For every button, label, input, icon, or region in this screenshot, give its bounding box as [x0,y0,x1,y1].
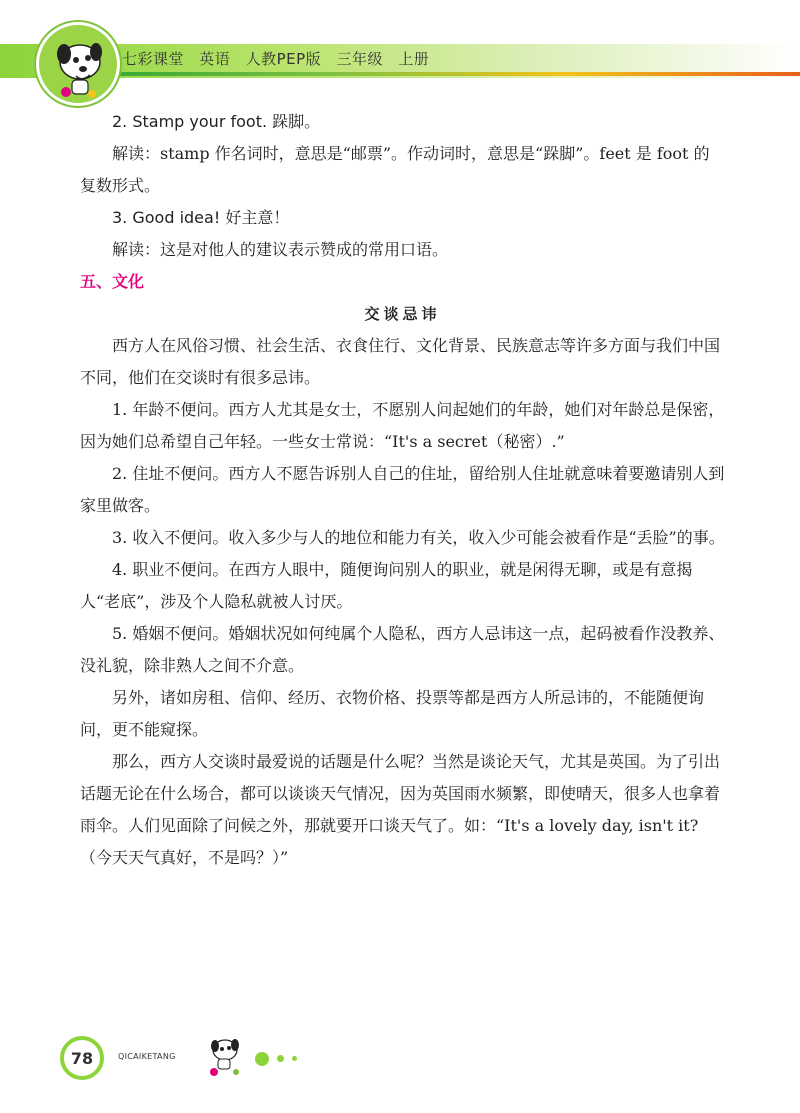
item-3-chinese: 好主意！ [220,208,290,227]
header-stripe [120,72,800,76]
header-grade: 三年级 [336,50,383,68]
header-edition: 人教PEP版 [245,50,322,68]
page-footer [60,1030,360,1090]
paragraph: 2. 住址不便问。西方人不愿告诉别人自己的住址，留给别人住址就意味着要邀请别人到家里做客。 [80,464,725,515]
footer-dots [255,1048,305,1067]
paragraph: 那么，西方人交谈时最爱说的话题是什么呢？当然是谈论天气，尤其是英国。为了引出话题无论在什么场合，都可以谈谈天气情况，因为英国雨水频繁，即使晴天，很多人也拿着雨伞。人们见面除了问候之外，那就要开口谈天气了。如：“It's a lovely day, isn't it?（今天天气真好，不是吗？）” [80,752,721,867]
header-volume: 上册 [398,50,430,68]
dot-medium [277,1055,284,1062]
item-2 [80,106,725,138]
mascot-dog-small-icon [200,1032,250,1078]
item-2-chinese: 跺脚。 [267,112,321,131]
paragraph: 西方人在风俗习惯、社会生活、衣食住行、文化背景、民族意志等许多方面与我们中国不同，他们在交谈时有很多忌讳。 [80,336,721,387]
paragraph: 4. 职业不便问。在西方人眼中，随便询问别人的职业，就是闲得无聊，或是有意揭人“老底”，涉及个人隐私就被人讨厌。 [80,560,693,611]
header-title [122,48,439,69]
header-subject: 英语 [199,50,231,68]
header-series: 七彩课堂 [122,50,185,68]
mascot-dog-icon [36,22,120,106]
item-3-explanation: 解读：这是对他人的建议表示赞成的常用口语。 [112,240,449,259]
paragraph: 另外，诸如房租、信仰、经历、衣物价格、投票等都是西方人所忌讳的，不能随便询问，更不能窥探。 [80,688,705,739]
item-2-explanation: 解读：stamp 作名词时，意思是“邮票”。作动词时，意思是“跺脚”。feet 是 foot 的复数形式。 [80,144,710,195]
paragraph: 1. 年龄不便问。西方人尤其是女士，不愿别人问起她们的年龄，她们对年龄总是保密，因为她们总希望自己年轻。一些女士常说：“It's a secret（秘密）.” [80,400,725,451]
article-title: 交谈忌讳 [364,305,441,323]
page-header [0,0,800,110]
item-3-english: 3. Good idea! [112,208,221,227]
paragraph: 5. 婚姻不便问。婚姻状况如何纯属个人隐私，西方人忌讳这一点，起码被看作没教养、没礼貌，除非熟人之间不介意。 [80,624,725,675]
dot-small [292,1056,297,1061]
dot-large [255,1052,269,1066]
footer-brand: QICAIKETANG [118,1052,176,1061]
page-content [80,106,725,874]
page-number: 78 [60,1036,104,1080]
paragraph: 3. 收入不便问。收入多少与人的地位和能力有关，收入少可能会被看作是“丢脸”的事。 [112,528,725,547]
section-heading: 五、文化 [80,272,145,291]
item-2-english: 2. Stamp your foot. [112,112,268,131]
item-3 [80,202,725,234]
